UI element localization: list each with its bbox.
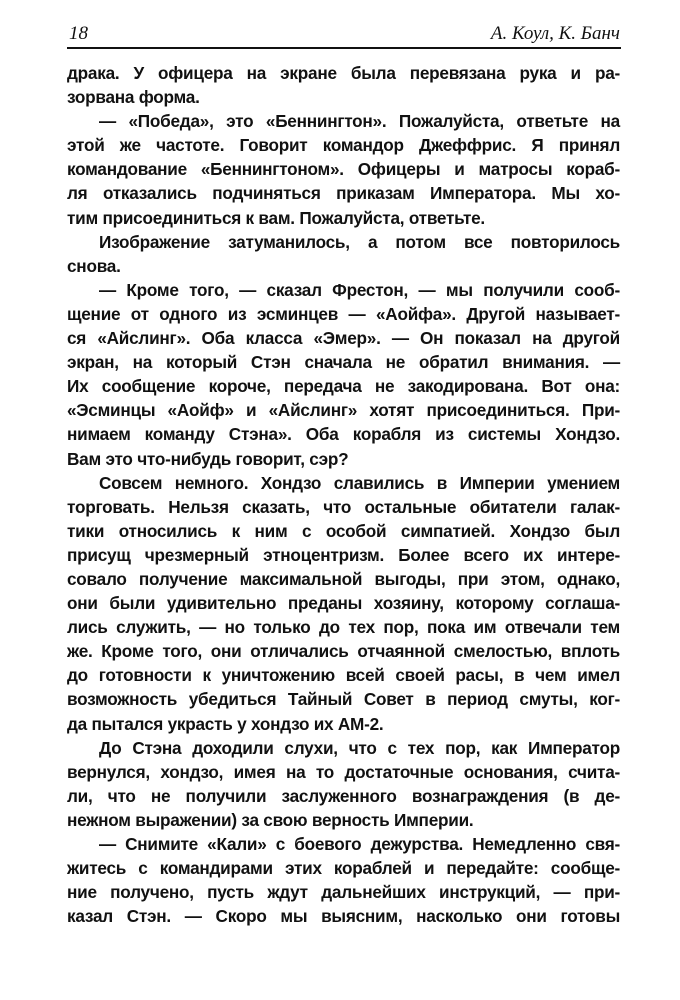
text-line: лись служить, — но только до тех пор, пока им отвечали тем: [67, 617, 620, 638]
text-line: — Снимите «Кали» с боевого дежурства. Немедленно свя-: [99, 834, 620, 854]
text-line: возможность убедиться Тайный Совет в период смуты, ког-: [67, 689, 620, 710]
text-line: присущ чрезмерный этноцентризм. Более всего их интере-: [67, 544, 620, 565]
text-line: же. Кроме того, они отличались отчаянной смелостью, вплоть: [67, 641, 620, 662]
body-text: [67, 61, 620, 928]
text-line: они были удивительно преданы хозяину, которому соглаша-: [67, 593, 620, 614]
text-line: снова.: [67, 255, 121, 276]
text-line: — Кроме того, — сказал Фрестон, — мы получили сооб-: [99, 279, 620, 300]
text-line: казал Стэн. — Скоро мы выясним, насколько они готовы: [67, 906, 620, 927]
text-line: экран, на который Стэн сначала не обратил внимания. —: [67, 352, 620, 373]
text-line: ля отказались подчиняться приказам Императора. Мы хо-: [67, 183, 620, 204]
text-line: до готовности к уничтожению всей своей расы, в чем имел: [67, 665, 620, 686]
text-line: Изображение затуманилось, а потом все повторилось: [99, 231, 620, 252]
text-line: — «Победа», это «Беннингтон». Пожалуйста, ответьте на: [99, 111, 620, 132]
text-line: зорвана форма.: [67, 87, 200, 108]
text-line: торговать. Нельзя сказать, что остальные обитатели галак-: [67, 496, 620, 517]
text-line: вернулся, хондзо, имея на то достаточные основания, счита-: [67, 761, 620, 782]
text-line: этой же частоте. Говорит командор Джеффрис. Я принял: [67, 135, 620, 156]
text-line: ся «Айслинг». Оба класса «Эмер». — Он показал на другой: [67, 328, 620, 349]
text-line: ние получено, пусть ждут дальнейших инструкций, — при-: [67, 882, 620, 903]
text-line: тим присоединиться к вам. Пожалуйста, ответьте.: [67, 207, 485, 228]
text-line: житесь с командирами этих кораблей и передайте: сообще-: [67, 858, 620, 879]
text-line: «Эсминцы «Аойф» и «Айслинг» хотят присоединиться. При-: [67, 400, 620, 421]
text-line: совало получение максимальной выгоды, при этом, однако,: [67, 568, 620, 589]
text-line: Их сообщение короче, передача не закодирована. Вот она:: [67, 376, 620, 397]
running-title: А. Коул, К. Банч: [490, 23, 620, 44]
text-line: драка. У офицера на экране была перевязана рука и ра-: [67, 63, 620, 83]
text-line: Совсем немного. Хондзо славились в Империи умением: [99, 472, 620, 493]
text-line: нимаем команду Стэна». Оба корабля из системы Хондзо.: [67, 424, 620, 445]
text-line: командование «Беннингтоном». Офицеры и матросы кораб-: [67, 159, 620, 180]
text-line: Вам это что-нибудь говорит, сэр?: [67, 448, 349, 469]
page-header: [67, 20, 620, 46]
text-line: да пытался украсть у хондзо их АМ-2.: [67, 713, 384, 734]
page-number: 18: [69, 23, 88, 44]
text-line: нежном выражении) за свою верность Империи.: [67, 809, 474, 830]
header-rule: [67, 47, 621, 49]
book-page: [67, 20, 620, 927]
text-line: щение от одного из эсминцев — «Аойфа». Другой называет-: [67, 303, 620, 324]
text-line: тики относились к ним с особой симпатией. Хондзо был: [67, 520, 620, 541]
text-line: ли, что не получили заслуженного вознаграждения (в де-: [67, 785, 620, 806]
text-line: До Стэна доходили слухи, что с тех пор, как Император: [99, 737, 620, 758]
